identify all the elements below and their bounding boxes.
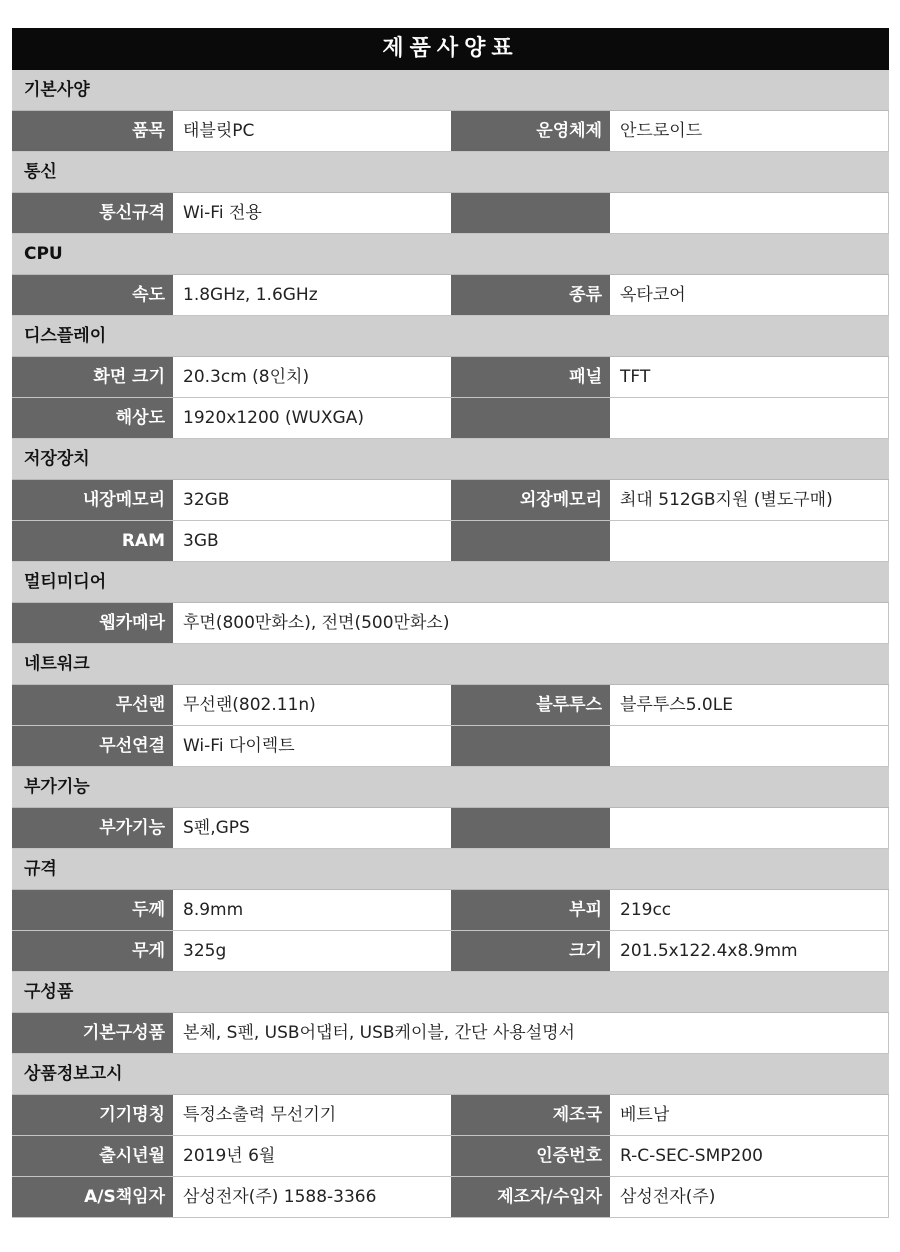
- spec-table-title: 제품사양표: [12, 28, 889, 70]
- spec-value: [610, 521, 889, 561]
- spec-row: [12, 275, 889, 316]
- spec-label: 종류: [451, 275, 610, 315]
- spec-value: 안드로이드: [610, 111, 889, 151]
- section-header: 디스플레이: [12, 316, 889, 357]
- spec-label: 부가기능: [12, 808, 173, 848]
- spec-value: 8.9mm: [183, 900, 244, 920]
- spec-label: [451, 398, 610, 438]
- spec-row: [12, 193, 889, 234]
- spec-value: 3GB: [183, 531, 219, 551]
- spec-label: 출시년월: [12, 1136, 173, 1176]
- spec-table: [12, 28, 889, 1218]
- spec-value: 본체, S펜, USB어댑터, USB케이블, 간단 사용설명서: [173, 1013, 889, 1053]
- spec-label: 무선연결: [12, 726, 173, 766]
- spec-value: 1.8GHz, 1.6GHz: [183, 285, 318, 305]
- spec-row: [12, 603, 889, 644]
- spec-label: 품목: [12, 111, 173, 151]
- spec-label: 인증번호: [451, 1136, 610, 1176]
- spec-label: A/S책임자: [12, 1177, 173, 1217]
- spec-label: 패널: [451, 357, 610, 397]
- spec-value: 무선랜(802.11n): [183, 695, 316, 715]
- section-header: 저장장치: [12, 439, 889, 480]
- spec-table-body: [12, 70, 889, 1218]
- spec-row: [12, 1136, 889, 1177]
- spec-value: Wi-Fi 다이렉트: [183, 736, 295, 756]
- spec-label: 기기명칭: [12, 1095, 173, 1135]
- spec-label: 웹카메라: [12, 603, 173, 643]
- section-header: 기본사양: [12, 70, 889, 111]
- spec-value: S펜,GPS: [183, 818, 250, 838]
- spec-label: 외장메모리: [451, 480, 610, 520]
- spec-row: [12, 1177, 889, 1218]
- spec-value: 325g: [183, 941, 227, 961]
- spec-value: 옥타코어: [610, 275, 889, 315]
- section-header: 부가기능: [12, 767, 889, 808]
- spec-row: [12, 480, 889, 521]
- spec-value: [610, 726, 889, 766]
- section-header: 네트워크: [12, 644, 889, 685]
- spec-row: [12, 726, 889, 767]
- spec-label: 부피: [451, 890, 610, 930]
- spec-row: [12, 1013, 889, 1054]
- spec-value: 베트남: [610, 1095, 889, 1135]
- spec-label: 제조국: [451, 1095, 610, 1135]
- spec-value: 20.3cm (8인치): [183, 367, 310, 387]
- spec-label: 통신규격: [12, 193, 173, 233]
- spec-label: 운영체제: [451, 111, 610, 151]
- spec-row: [12, 521, 889, 562]
- section-header: 구성품: [12, 972, 889, 1013]
- section-header: CPU: [12, 234, 889, 275]
- spec-value: 삼성전자(주): [610, 1177, 889, 1217]
- spec-value: 후면(800만화소), 전면(500만화소): [173, 603, 889, 643]
- spec-label: 무게: [12, 931, 173, 971]
- spec-label: 내장메모리: [12, 480, 173, 520]
- section-header: 통신: [12, 152, 889, 193]
- spec-label: [451, 808, 610, 848]
- spec-row: [12, 111, 889, 152]
- section-header: 규격: [12, 849, 889, 890]
- spec-value: 1920x1200 (WUXGA): [183, 408, 364, 428]
- spec-row: [12, 398, 889, 439]
- spec-label: 무선랜: [12, 685, 173, 725]
- spec-value: R-C-SEC-SMP200: [610, 1136, 889, 1176]
- spec-label: 화면 크기: [12, 357, 173, 397]
- spec-row: [12, 931, 889, 972]
- spec-row: [12, 1095, 889, 1136]
- spec-value: 태블릿PC: [183, 121, 255, 141]
- spec-row: [12, 890, 889, 931]
- spec-label: 크기: [451, 931, 610, 971]
- spec-value: 219cc: [610, 890, 889, 930]
- spec-label: 제조자/수입자: [451, 1177, 610, 1217]
- spec-label: 두께: [12, 890, 173, 930]
- spec-value: 32GB: [183, 490, 230, 510]
- spec-label: 기본구성품: [12, 1013, 173, 1053]
- spec-value: 201.5x122.4x8.9mm: [610, 931, 889, 971]
- spec-value: [610, 398, 889, 438]
- spec-value: [610, 193, 889, 233]
- spec-label: RAM: [12, 521, 173, 561]
- section-header: 상품정보고시: [12, 1054, 889, 1095]
- spec-label: 블루투스: [451, 685, 610, 725]
- spec-label: 해상도: [12, 398, 173, 438]
- spec-value: 블루투스5.0LE: [610, 685, 889, 725]
- section-header: 멀티미디어: [12, 562, 889, 603]
- spec-value: [610, 808, 889, 848]
- spec-row: [12, 357, 889, 398]
- spec-label: [451, 193, 610, 233]
- spec-value: TFT: [610, 357, 889, 397]
- spec-label: [451, 726, 610, 766]
- spec-row: [12, 685, 889, 726]
- spec-label: 속도: [12, 275, 173, 315]
- spec-value: 삼성전자(주) 1588-3366: [183, 1187, 377, 1207]
- spec-value: 최대 512GB지원 (별도구매): [610, 480, 889, 520]
- spec-label: [451, 521, 610, 561]
- spec-value: 2019년 6월: [183, 1146, 276, 1166]
- spec-value: 특정소출력 무선기기: [183, 1105, 337, 1125]
- spec-value: Wi-Fi 전용: [183, 203, 262, 223]
- spec-row: [12, 808, 889, 849]
